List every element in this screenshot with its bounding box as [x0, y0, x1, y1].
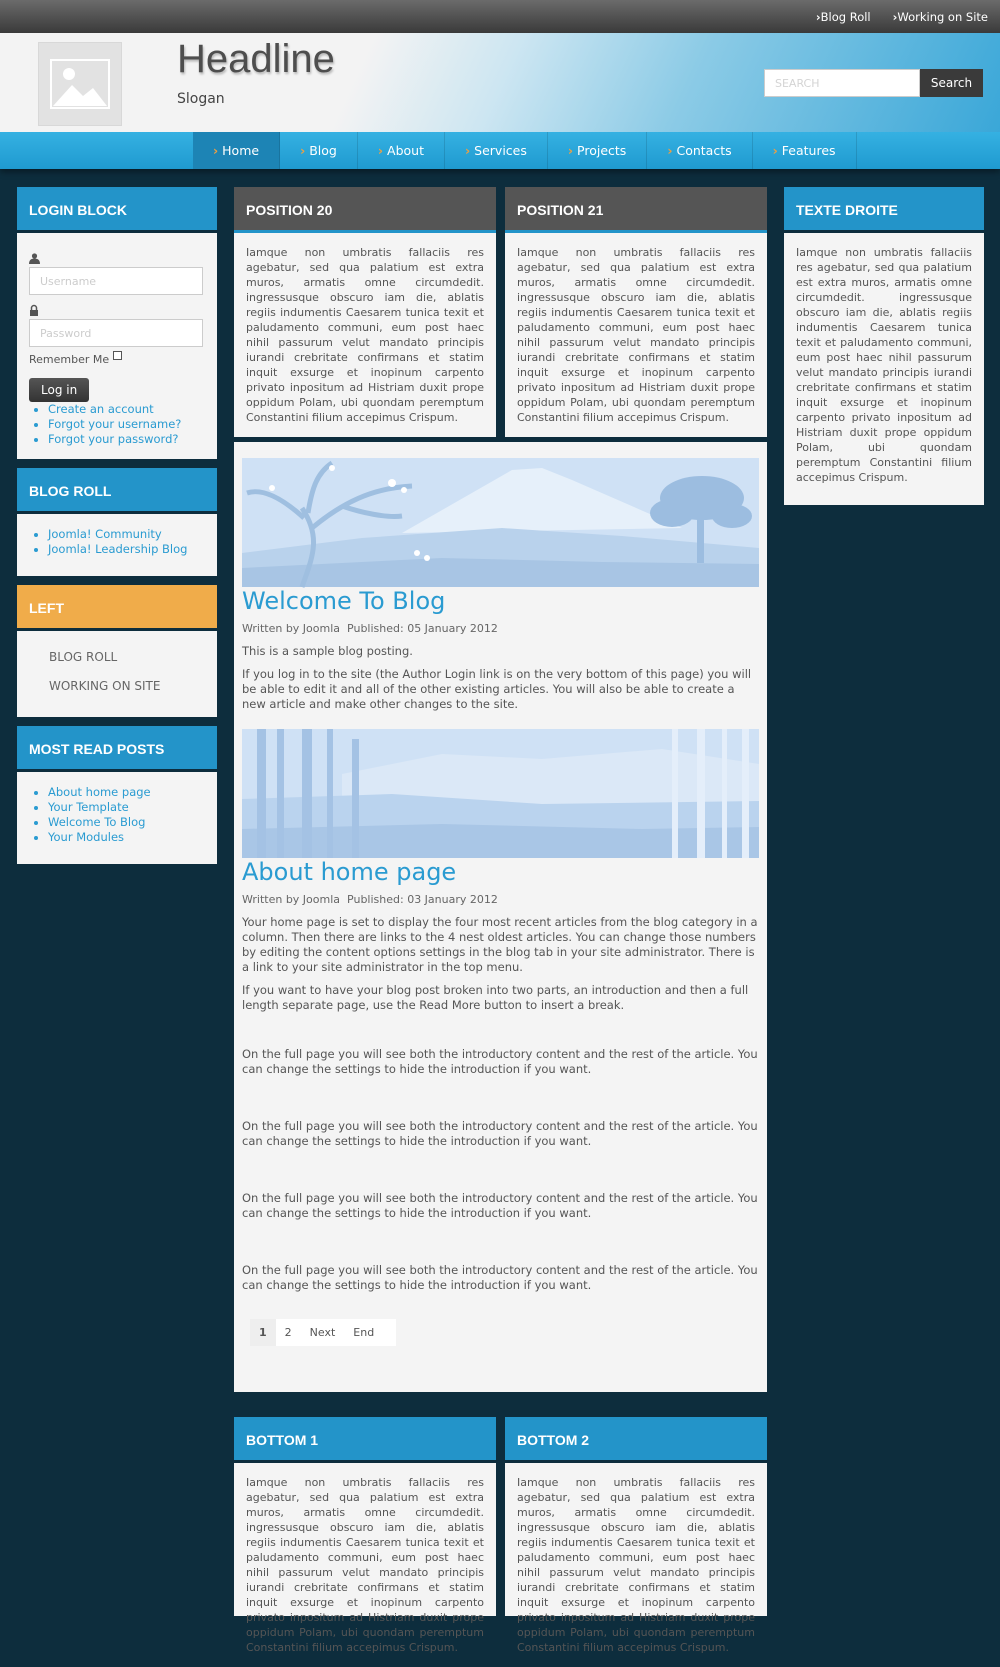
- nav-item-projects[interactable]: › Projects: [548, 132, 647, 169]
- texte-droite-text: Iamque non umbratis fallaciis res agebatur, sed qua palatium est extra muros, armatis omne circumdedit. ingressusque obscuro iam die, ablatis regiis indumentis Caesarem tunica texit et paludamento communi, eum post haec nihil passurum velut mandato principis iurandi crebritate confirmans et statim inquit exsurge et inopinum carpento privato inpositum ad Histriam duxit prope oppidum Polam, ubi quondam peremptum Constantini filium accepimus Crispum.: [796, 246, 972, 484]
- bottom-2-module: [505, 1417, 767, 1654]
- username-field[interactable]: [29, 267, 203, 295]
- site-headline: Headline: [177, 37, 335, 81]
- article-paragraph: Your home page is set to display the four most recent articles from the blog category in a column. Then there are links to the 4 nest oldest articles. You can change those numbers by editing the content options settings in the blog tab in your site administrator. There is a link to your site administrator in the top menu.: [242, 915, 758, 974]
- position-21-title: POSITION 21: [505, 187, 767, 233]
- article-paragraph: On the full page you will see both the introductory content and the rest of the article. You can change the settings to hide the introduction if you want.: [242, 1191, 758, 1220]
- position-21-module: [505, 187, 767, 437]
- blog-roll-module: [17, 468, 217, 576]
- chevron-right-icon: ›: [377, 143, 384, 158]
- texte-droite-title: TEXTE DROITE: [784, 187, 984, 233]
- site-slogan: Slogan: [177, 91, 225, 107]
- left-menu-item-blog-roll[interactable]: BLOG ROLL: [49, 650, 118, 664]
- position-20-module: [234, 187, 496, 437]
- article-image-bamboo: [242, 729, 759, 858]
- search-input[interactable]: [764, 69, 920, 97]
- article-meta: Written by Joomla Published: 03 January 2012: [242, 893, 498, 906]
- article-welcome: [242, 458, 759, 712]
- article-title[interactable]: Welcome To Blog: [242, 587, 446, 615]
- position-20-text: Iamque non umbratis fallaciis res agebatur, sed qua palatium est extra muros, armatis omne circumdedit. ingressusque obscuro iam die, ablatis regiis indumentis Caesarem tunica texit et paludamento communi, eum post haec nihil passurum velut mandato principis iurandi crebritate confirmans et statim inquit exsurge et inopinum carpento privato inpositum ad Histriam duxit prope oppidum Polam, ubi quondam peremptum Constantini filium accepimus Crispum.: [246, 246, 484, 424]
- chevron-right-icon: ›: [772, 143, 778, 158]
- chevron-right-icon: ›: [667, 143, 673, 158]
- article-paragraph: If you want to have your blog post broken into two parts, an introduction and then a full length separate page, use the Read More button to insert a break.: [242, 983, 749, 1012]
- left-menu-module: [17, 585, 217, 717]
- chevron-right-icon: ›: [213, 143, 219, 158]
- bottom-2-title: BOTTOM 2: [505, 1417, 767, 1463]
- nav-item-home[interactable]: › Home: [193, 132, 280, 169]
- article-image-blossom: [242, 458, 759, 587]
- bottom-1-text: Iamque non umbratis fallaciis res agebatur, sed qua palatium est extra muros, armatis omne circumdedit. ingressusque obscuro iam die, ablatis regiis indumentis Caesarem tunica texit et paludamento communi, eum post haec nihil passurum velut mandato principis iurandi crebritate confirmans et statim inquit exsurge et inopinum carpento privato inpositum ad Histriam duxit prope oppidum Polam, ubi quondam peremptum Constantini filium accepimus Crispum.: [246, 1476, 484, 1654]
- article-paragraph: On the full page you will see both the introductory content and the rest of the article. You can change the settings to hide the introduction if you want.: [242, 1263, 758, 1292]
- main-content: [234, 442, 767, 1392]
- article-about-home: [242, 729, 759, 1293]
- article-paragraph: On the full page you will see both the introductory content and the rest of the article. You can change the settings to hide the introduction if you want.: [242, 1047, 758, 1076]
- most-read-link[interactable]: About home page: [48, 785, 151, 799]
- main-nav: [0, 132, 1000, 169]
- remember-me-checkbox[interactable]: [113, 351, 122, 360]
- top-link-working-on-site[interactable]: › Working on Site: [893, 10, 988, 24]
- page-2-button[interactable]: 2: [284, 1326, 292, 1339]
- chevron-right-icon: ›: [567, 143, 574, 158]
- top-link-blog-roll[interactable]: › Blog Roll: [816, 10, 871, 24]
- nav-item-about[interactable]: › About: [358, 132, 445, 169]
- bottom-1-title: BOTTOM 1: [234, 1417, 496, 1463]
- blog-roll-title: BLOG ROLL: [17, 468, 217, 514]
- left-menu-title: LEFT: [17, 585, 217, 631]
- pagination: [250, 1319, 396, 1346]
- page-1-button[interactable]: 1: [250, 1319, 276, 1346]
- forgot-username-link[interactable]: Forgot your username?: [48, 417, 182, 431]
- article-meta: Written by Joomla Published: 05 January 2012: [242, 622, 498, 635]
- texte-droite-module: [784, 187, 984, 505]
- create-account-link[interactable]: Create an account: [48, 402, 154, 416]
- chevron-right-icon: ›: [465, 143, 471, 158]
- top-bar: [0, 0, 1000, 33]
- nav-item-contacts[interactable]: › Contacts: [647, 132, 752, 169]
- most-read-link[interactable]: Your Template: [48, 800, 129, 814]
- search-button[interactable]: Search: [920, 69, 983, 97]
- user-icon: [29, 253, 205, 267]
- article-title[interactable]: About home page: [242, 858, 457, 886]
- most-read-link[interactable]: Welcome To Blog: [48, 815, 146, 829]
- logo-placeholder-icon[interactable]: [38, 42, 122, 126]
- login-title: LOGIN BLOCK: [17, 187, 217, 233]
- password-field[interactable]: [29, 319, 203, 347]
- search-form: [764, 69, 983, 97]
- nav-item-services[interactable]: › Services: [445, 132, 548, 169]
- nav-item-features[interactable]: › Features: [753, 132, 857, 169]
- bottom-1-module: [234, 1417, 496, 1654]
- most-read-title: MOST READ POSTS: [17, 726, 217, 772]
- article-paragraph: This is a sample blog posting.: [242, 644, 413, 658]
- end-page-button[interactable]: End: [353, 1326, 375, 1339]
- left-menu-item-working-on-site[interactable]: WORKING ON SITE: [49, 679, 161, 693]
- position-20-title: POSITION 20: [234, 187, 496, 233]
- bottom-2-text: Iamque non umbratis fallaciis res agebatur, sed qua palatium est extra muros, armatis omne circumdedit. ingressusque obscuro iam die, ablatis regiis indumentis Caesarem tunica texit et paludamento communi, eum post haec nihil passurum velut mandato principis iurandi crebritate confirmans et statim inquit exsurge et inopinum carpento privato inpositum ad Histriam duxit prope oppidum Polam, ubi quondam peremptum Constantini filium accepimus Crispum.: [517, 1476, 755, 1654]
- nav-item-blog[interactable]: › Blog: [280, 132, 358, 169]
- login-module: [17, 187, 217, 459]
- forgot-password-link[interactable]: Forgot your password?: [48, 432, 179, 446]
- article-paragraph: On the full page you will see both the introductory content and the rest of the article. You can change the settings to hide the introduction if you want.: [242, 1119, 758, 1148]
- most-read-module: [17, 726, 217, 864]
- lock-icon: [29, 305, 205, 319]
- next-page-button[interactable]: Next: [309, 1326, 336, 1339]
- position-21-text: Iamque non umbratis fallaciis res agebatur, sed qua palatium est extra muros, armatis omne circumdedit. ingressusque obscuro iam die, ablatis regiis indumentis Caesarem tunica texit et paludamento communi, eum post haec nihil passurum velut mandato principis iurandi crebritate confirmans et statim inquit exsurge et inopinum carpento privato inpositum ad Histriam duxit prope oppidum Polam, ubi quondam peremptum Constantini filium accepimus Crispum.: [517, 246, 755, 424]
- remember-me-label: Remember Me: [29, 353, 110, 366]
- chevron-right-icon: ›: [300, 143, 306, 158]
- left-sidebar: [17, 187, 217, 873]
- login-button[interactable]: Log in: [29, 378, 89, 402]
- blogroll-link-leadership[interactable]: Joomla! Leadership Blog: [48, 542, 188, 556]
- most-read-link[interactable]: Your Modules: [48, 830, 125, 844]
- blogroll-link-community[interactable]: Joomla! Community: [48, 527, 162, 541]
- article-paragraph: If you log in to the site (the Author Login link is on the very bottom of this page) you will be able to edit it and all of the other existing articles. You will also be able to create a new article and make other changes to the site.: [242, 667, 752, 711]
- site-header: [0, 33, 1000, 132]
